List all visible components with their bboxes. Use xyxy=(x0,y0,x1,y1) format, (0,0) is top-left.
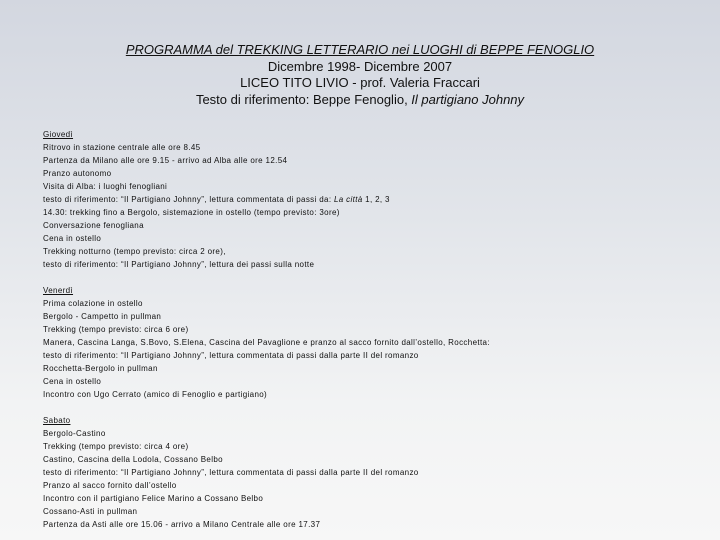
schedule-line: Incontro con Ugo Cerrato (amico di Fenoglio e partigiano) xyxy=(43,390,268,399)
schedule-line: testo di riferimento: “Il Partigiano Johnny”, lettura commentata di passi dalla parte II del romanzo xyxy=(43,351,419,360)
schedule-line: Cena in ostello xyxy=(43,234,102,243)
schedule-line: 14.30: trekking fino a Bergolo, sistemazione in ostello (tempo previsto: 3ore) xyxy=(43,208,340,217)
day-heading-saturday: Sabato xyxy=(43,416,71,425)
school-line: LICEO TITO LIVIO - prof. Valeria Fraccari xyxy=(240,75,480,90)
schedule-line: Pranzo al sacco fornito dall’ostello xyxy=(43,481,177,490)
schedule-line: Conversazione fenogliana xyxy=(43,221,144,230)
chapter-numbers: 1, 2, 3 xyxy=(362,195,390,204)
reference-text-line xyxy=(0,92,720,109)
schedule-line: Trekking (tempo previsto: circa 4 ore) xyxy=(43,442,189,451)
schedule-body xyxy=(43,128,703,531)
slide-header xyxy=(0,42,720,108)
day-heading-thursday: Giovedì xyxy=(43,130,74,139)
schedule-line: Bergolo-Castino xyxy=(43,429,106,438)
schedule-line: Rocchetta-Bergolo in pullman xyxy=(43,364,158,373)
schedule-line: Castino, Cascina della Lodola, Cossano Belbo xyxy=(43,455,223,464)
section-gap xyxy=(43,401,703,414)
schedule-line: Visita di Alba: i luoghi fenogliani xyxy=(43,182,168,191)
section-gap xyxy=(43,271,703,284)
program-dates: Dicembre 1998- Dicembre 2007 xyxy=(267,58,453,74)
schedule-line xyxy=(43,193,703,206)
schedule-line: testo di riferimento: “Il Partigiano Johnny”, lettura dei passi sulla notte xyxy=(43,260,315,269)
schedule-line: Partenza da Milano alle ore 9.15 - arrivo ad Alba alle ore 12.54 xyxy=(43,156,288,165)
schedule-line: Trekking (tempo previsto: circa 6 ore) xyxy=(43,325,189,334)
day-heading-friday: Venerdì xyxy=(43,286,74,295)
schedule-line: Pranzo autonomo xyxy=(43,169,112,178)
reference-book-title: Il partigiano Johnny xyxy=(411,91,525,107)
reference-prefix: testo di riferimento: “Il Partigiano Johnny”, lettura commentata di passi da: xyxy=(43,195,334,204)
program-title: PROGRAMMA del TREKKING LETTERARIO nei LUOGHI di BEPPE FENOGLIO xyxy=(125,42,595,57)
chapter-title: La città xyxy=(333,195,363,204)
schedule-line: Manera, Cascina Langa, S.Bovo, S.Elena, Cascina del Pavaglione e pranzo al sacco fornito dall’ostello, Rocchetta: xyxy=(43,338,490,347)
schedule-line: Trekking notturno (tempo previsto: circa 2 ore), xyxy=(43,247,226,256)
schedule-line: Ritrovo in stazione centrale alle ore 8.45 xyxy=(43,143,201,152)
schedule-line: testo di riferimento: “Il Partigiano Johnny”, lettura commentata di passi dalla parte II del romanzo xyxy=(43,468,419,477)
schedule-line: Cena in ostello xyxy=(43,377,102,386)
schedule-line: Incontro con il partigiano Felice Marino a Cossano Belbo xyxy=(43,494,264,503)
reference-prefix: Testo di riferimento: Beppe Fenoglio, xyxy=(195,91,412,107)
schedule-line: Cossano-Asti in pullman xyxy=(43,507,138,516)
schedule-line: Partenza da Asti alle ore 15.06 - arrivo a Milano Centrale alle ore 17.37 xyxy=(43,520,321,529)
schedule-line: Prima colazione in ostello xyxy=(43,299,143,308)
schedule-line: Bergolo - Campetto in pullman xyxy=(43,312,162,321)
